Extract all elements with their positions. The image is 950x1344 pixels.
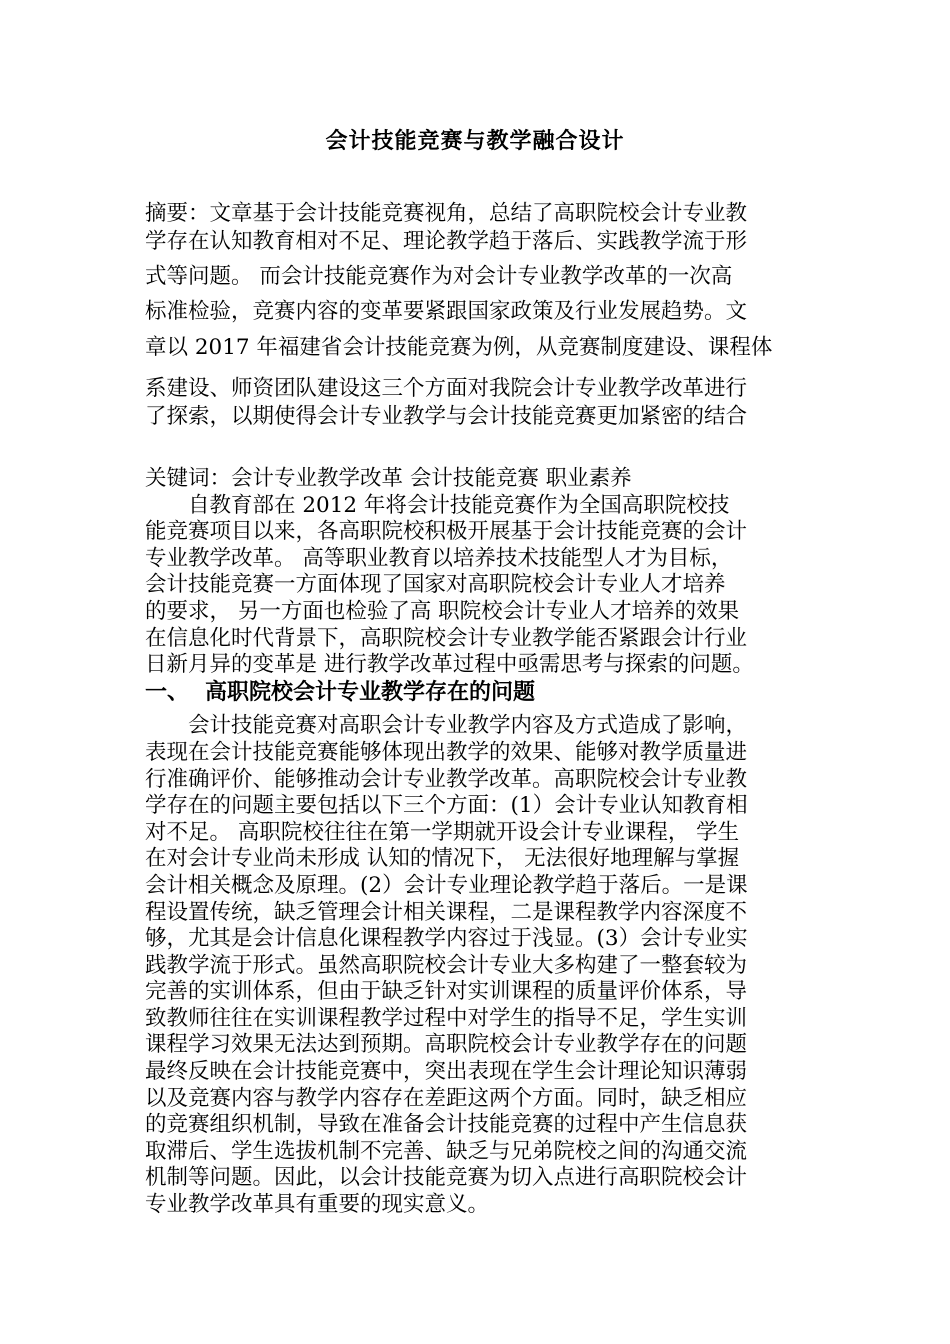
section-line: 表现在会计技能竞赛能够体现出教学的效果、能够对教学质量进 [145, 739, 748, 765]
section-line: 程设置传统，缺乏管理会计相关课程，二是课程教学内容深度不 [145, 899, 748, 925]
abstract-line: 章以 2017 年福建省会计技能竞赛为例，从竞赛制度建设、课程体 [145, 335, 773, 360]
section-line: 学存在的问题主要包括以下三个方面：(1）会计专业认知教育相 [145, 793, 748, 819]
abstract-line: 式等问题。 而会计技能竞赛作为对会计专业教学改革的一次高 [145, 264, 733, 289]
section-line: 会计相关概念及原理。(2）会计专业理论教学趋于落后。一是课 [145, 872, 748, 898]
abstract-line: 学存在认知教育相对不足、理论教学趋于落后、实践教学流于形 [145, 229, 748, 254]
section-line: 课程学习效果无法达到预期。高职院校会计专业教学存在的问题 [145, 1032, 748, 1058]
section-heading-text: 高职院校会计专业教学存在的问题 [205, 678, 536, 705]
intro-line: 自教育部在 2012 年将会计技能竞赛作为全国高职院校技 [145, 492, 730, 518]
section-line: 够，尤其是会计信息化课程教学内容过于浅显。(3）会计专业实 [145, 926, 748, 952]
intro-line: 会计技能竞赛一方面体现了国家对高职院校会计专业人才培养 [145, 572, 726, 598]
section-line: 最终反映在会计技能竞赛中，突出表现在学生会计理论知识薄弱 [145, 1059, 748, 1085]
section-line: 践教学流于形式。虽然高职院校会计专业大多构建了一整套较为 [145, 952, 748, 978]
body-text [145, 466, 817, 1219]
section-number: 一、 [145, 678, 190, 705]
section-line: 致教师往往在实训课程教学过程中对学生的指导不足，学生实训 [145, 1005, 748, 1031]
intro-line: 在信息化时代背景下，高职院校会计专业教学能否紧跟会计行业 [145, 625, 748, 651]
keywords-line: 关键词：会计专业教学改革 会计技能竞赛 职业素养 [145, 466, 632, 491]
intro-line: 日新月异的变革是 进行教学改革过程中亟需思考与探索的问题。 [145, 652, 754, 678]
section-line: 取滞后、学生选拔机制不完善、缺乏与兄弟院校之间的沟通交流 [145, 1138, 748, 1164]
intro-line: 的要求， 另一方面也检验了高 职院校会计专业人才培养的效果 [145, 598, 740, 624]
section-heading [145, 679, 817, 706]
abstract-line: 了探索，以期使得会计专业教学与会计技能竞赛更加紧密的结合 [145, 404, 748, 429]
abstract-line: 摘要：文章基于会计技能竞赛视角，总结了高职院校会计专业教 [145, 201, 748, 226]
section-line: 专业教学改革具有重要的现实意义。 [145, 1192, 490, 1218]
intro-paragraph [145, 493, 817, 679]
section-line: 行准确评价、能够推动会计专业教学改革。高职院校会计专业教 [145, 766, 748, 792]
section-line: 对不足。 高职院校往往在第一学期就开设会计专业课程， 学生 [145, 819, 740, 845]
section-line: 会计技能竞赛对高职会计专业教学内容及方式造成了影响， [145, 713, 748, 739]
document-title: 会计技能竞赛与教学融合设计 [325, 128, 625, 154]
intro-line: 能竞赛项目以来，各高职院校积极开展基于会计技能竞赛的会计 [145, 519, 748, 545]
section-line: 以及竞赛内容与教学内容存在差距这两个方面。同时，缺乏相应 [145, 1085, 748, 1111]
section-line: 的竞赛组织机制，导致在准备会计技能竞赛的过程中产生信息获 [145, 1112, 748, 1138]
section-line: 机制等问题。因此，以会计技能竞赛为切入点进行高职院校会计 [145, 1165, 748, 1191]
abstract-line: 系建设、师资团队建设这三个方面对我院会计专业教学改革进行 [145, 376, 748, 401]
intro-line: 专业教学改革。 高等职业教育以培养技术技能型人才为目标， [145, 545, 733, 571]
section-line: 完善的实训体系，但由于缺乏针对实训课程的质量评价体系，导 [145, 979, 748, 1005]
section-line: 在对会计专业尚未形成 认知的情况下， 无法很好地理解与掌握 [145, 846, 740, 872]
abstract-line: 标准检验，竞赛内容的变革要紧跟国家政策及行业发展趋势。文 [145, 299, 748, 324]
section-paragraph [145, 713, 817, 1218]
